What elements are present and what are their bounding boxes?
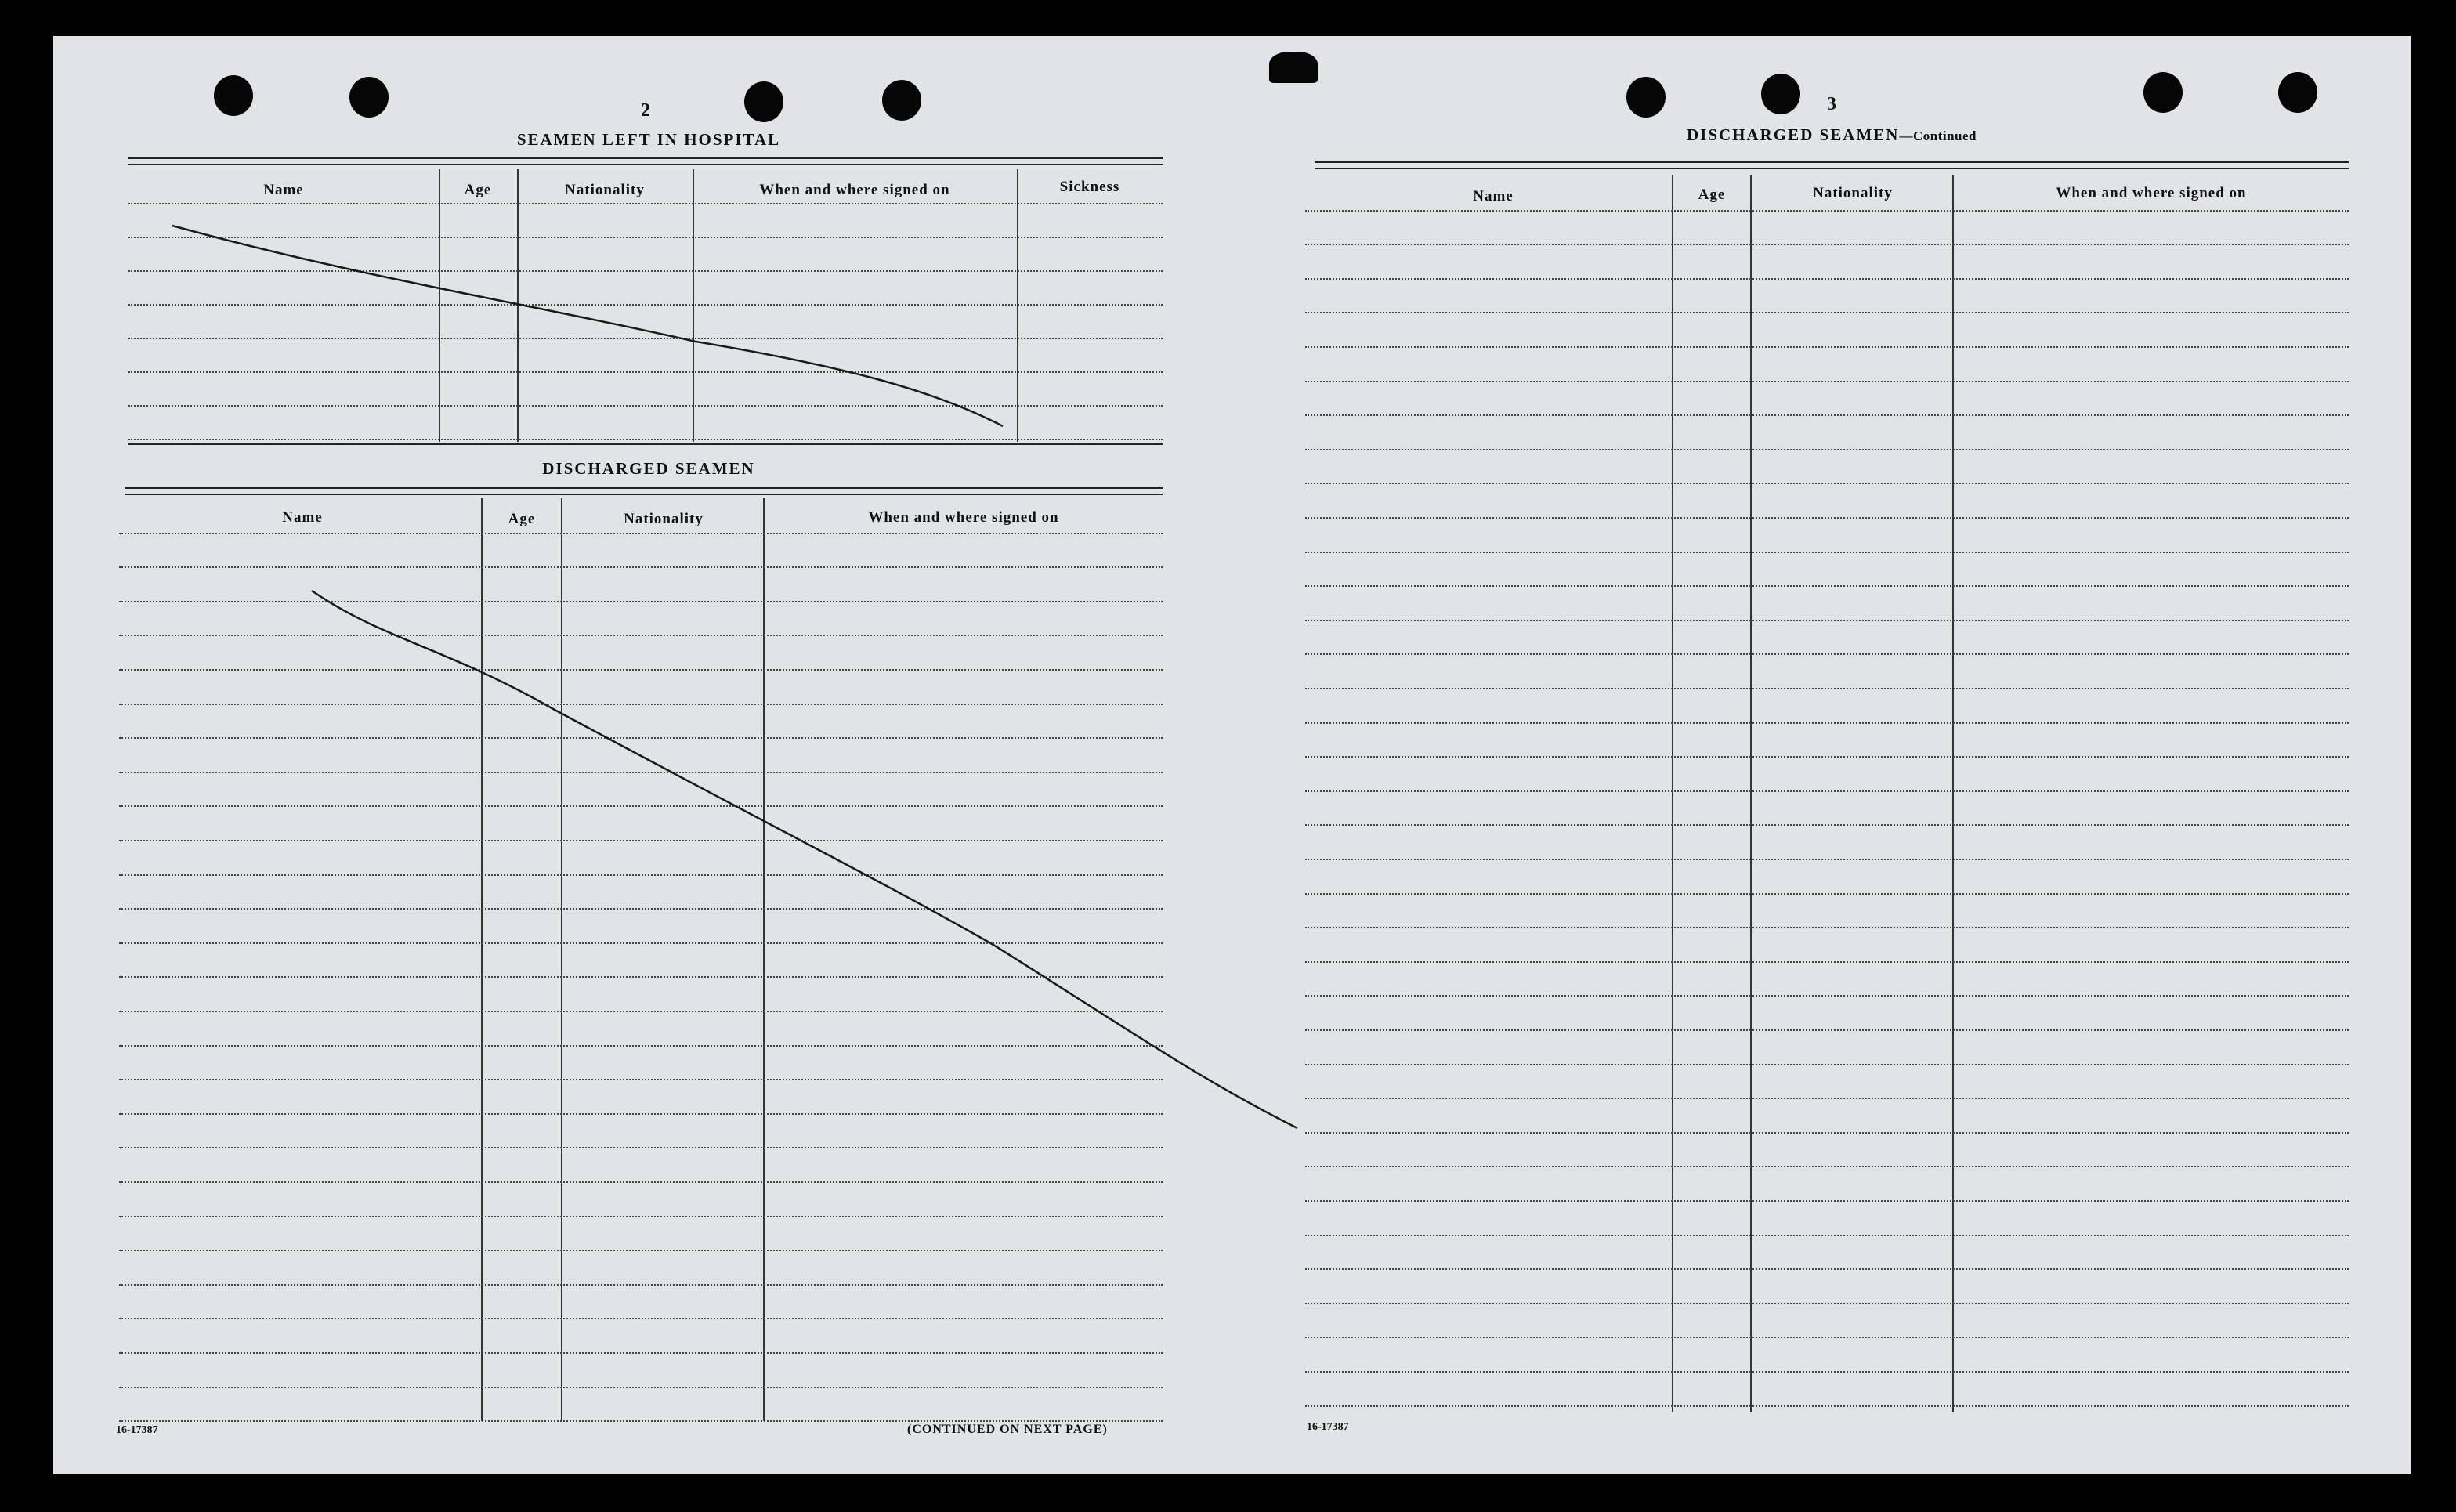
discharged-section-title: DISCHARGED SEAMEN — [542, 459, 755, 478]
strike-through-marks — [53, 36, 2411, 1474]
discharged-strike-line — [312, 591, 1297, 1128]
page-number-left: 2 — [641, 100, 650, 121]
form-number-right: 16-17387 — [1307, 1421, 1349, 1433]
hospital-col-name: Name — [263, 182, 304, 198]
continued-col-name: Name — [1473, 188, 1514, 204]
discharged-col-age: Age — [508, 511, 536, 527]
hospital-section-title: SEAMEN LEFT IN HOSPITAL — [516, 130, 781, 149]
discharged-col-nationality: Nationality — [624, 511, 704, 527]
document-sheet — [53, 36, 2411, 1474]
continued-col-age: Age — [1698, 186, 1726, 203]
hospital-col-age: Age — [464, 182, 492, 198]
continued-title-main: DISCHARGED SEAMEN — [1687, 125, 1900, 144]
continued-title-suffix: —Continued — [1899, 128, 1977, 143]
continued-note: (CONTINUED ON NEXT PAGE) — [907, 1423, 1108, 1436]
hospital-col-signed-on: When and where signed on — [759, 182, 950, 198]
discharged-col-signed-on: When and where signed on — [868, 509, 1059, 526]
hospital-strike-line — [172, 226, 1003, 426]
continued-col-nationality: Nationality — [1813, 185, 1893, 201]
form-number-left: 16-17387 — [116, 1424, 158, 1436]
hospital-col-sickness: Sickness — [1059, 179, 1120, 195]
discharged-col-name: Name — [282, 509, 323, 526]
page-number-right: 3 — [1827, 94, 1836, 114]
continued-col-signed-on: When and where signed on — [2056, 185, 2247, 201]
hospital-col-nationality: Nationality — [565, 182, 645, 198]
